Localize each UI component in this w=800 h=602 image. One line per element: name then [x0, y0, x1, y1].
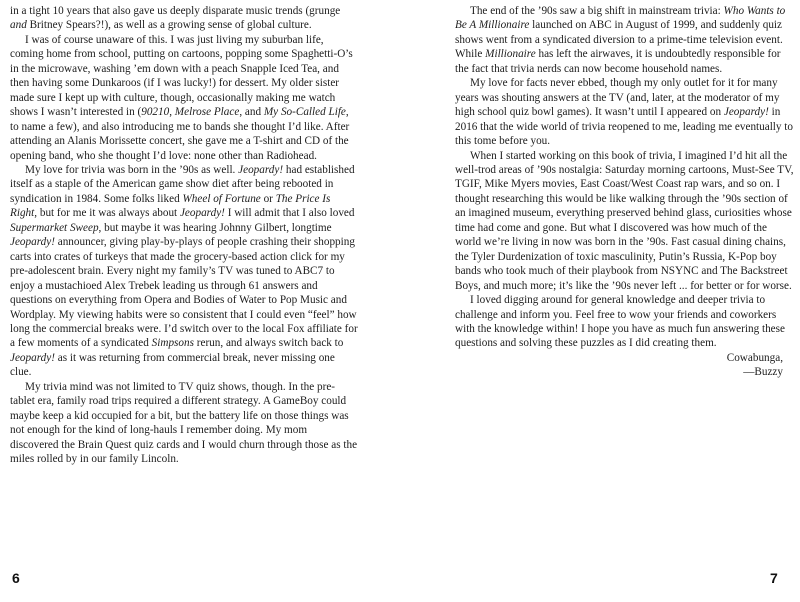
- paragraph: [455, 293, 795, 351]
- text-segment: ,: [169, 106, 175, 119]
- text-segment: in a tight 10 years that also gave us deeply disparate music trends (grunge: [10, 5, 341, 17]
- page-left-text: [10, 4, 358, 568]
- text-segment: Millionaire: [485, 48, 536, 61]
- text-segment: The Price Is Right: [10, 192, 331, 220]
- text-segment: My love for trivia was born in the ’90s as well.: [25, 163, 239, 176]
- text-segment: and: [10, 19, 27, 32]
- page-number-left: 6: [12, 570, 20, 586]
- text-segment: Jeopardy!: [723, 106, 769, 119]
- paragraph: [10, 163, 358, 380]
- text-segment: Britney Spears?!), as well as a growing sense of global culture.: [26, 19, 312, 32]
- text-segment: I loved digging around for general knowledge and deeper trivia to challenge and inform you. Feel free to wow your friends and coworkers with the knowledge within! I hope you have as much fun answering these questions and solving these puzzles as I did creating them.: [455, 294, 785, 350]
- paragraph: [455, 149, 795, 294]
- text-segment: rerun, and always switch back to: [193, 337, 344, 350]
- text-segment: has left the airwaves, it is undoubtedly responsible for the fact that trivia nerds can now become household names.: [455, 48, 781, 75]
- text-segment: Jeopardy!: [10, 236, 55, 249]
- page-number-right: 7: [770, 570, 778, 586]
- text-segment: My So-Called Life: [263, 106, 346, 119]
- page-right: [455, 4, 795, 568]
- text-segment: launched on ABC in August of 1999, and suddenly quiz shows went from a syndicated diversion to a prime-time television event. While: [455, 19, 783, 61]
- text-segment: had established itself as a staple of the American game show diet after being rebooted in syndication in 1984. Some folks liked: [10, 163, 355, 205]
- text-segment: Jeopardy!: [10, 351, 55, 364]
- text-segment: or: [260, 192, 276, 205]
- text-segment: Simpsons: [151, 337, 194, 350]
- text-segment: The end of the ’90s saw a big shift in mainstream trivia:: [470, 5, 724, 17]
- paragraph: [455, 76, 795, 148]
- text-segment: I will admit that I also loved: [224, 207, 355, 220]
- text-segment: Who Wants to Be A Millionaire: [455, 5, 786, 32]
- paragraph: [10, 380, 358, 467]
- signature-line-2: —Buzzy: [743, 366, 783, 379]
- page-right-text: [455, 4, 795, 351]
- text-segment: 90210: [141, 106, 170, 119]
- paragraph: [10, 4, 358, 33]
- text-segment: I was of course unaware of this. I was just living my suburban life, coming home from school, putting on cartoons, popping some Spaghetti-O’s in the microwave, washing ’em down with a peach Snapple Iced Tea, and then having some Dunkaroos (if I was lucky!) for dessert. My older sister made sure I kept up with culture, though, occasionally making me watch shows I wasn’t interested in (: [10, 33, 353, 119]
- text-segment: announcer, giving play-by-plays of people crashing their shopping carts into crates of turkeys that made the grocery-based action click for my pre-adolescent brain. Every night my family’s TV was tuned to ABC7 to enjoy a mustachioed Alex Trebek leading us through 61 answers and questions on everything from Opera and Bodies of Water to Pop Music and Wordplay. My viewing habits were so consistent that I could even “feel” how long the commercial breaks were. I’d switch over to the local Fox affiliate for a few moments of a syndicated: [10, 236, 358, 350]
- text-segment: When I started working on this book of trivia, I imagined I’d hit all the well-trod areas of ’90s nostalgia: Saturday morning cartoons, Must-See TV, TGIF, Mike Myers movies, East Coast/West Coast rap wars, and so on. I thought researching this would be like walking through the ’90s section of an imagined museum, everything preserved behind glass, curiosities whose time had come and gone. But what I discovered was how much of the world we’re living in now was born in the ’90s. Fast casual dining chains, the Tyler Durdenization of toxic masculinity, Putin’s Russia, K-Pop boy bands who took much of their playbook from NSYNC and The Backstreet Boys, and much more; it’s like the ’90s never left ... for better or for worse.: [455, 149, 794, 292]
- text-segment: Jeopardy!: [238, 163, 284, 176]
- text-segment: , but maybe it was hearing Johnny Gilbert, longtime: [98, 221, 332, 234]
- signature-line-1: Cowabunga,: [726, 351, 783, 364]
- text-segment: as it was returning from commercial break, never missing one clue.: [10, 351, 335, 379]
- paragraph: [10, 33, 358, 163]
- signature-block: [455, 351, 795, 380]
- paragraph: [455, 4, 795, 76]
- text-segment: , but for me it was always about: [34, 207, 180, 220]
- text-segment: , and: [239, 106, 264, 119]
- text-segment: Wheel of Fortune: [182, 192, 261, 205]
- text-segment: My trivia mind was not limited to TV quiz shows, though. In the pre-tablet era, family road trips required a different strategy. A GameBoy could maybe keep a kid occupied for a bit, but the battery life on those things was not enough for the kind of long-hauls I remember doing. My mom discovered the Brain Quest quiz cards and I would churn through those as the miles rolled by in our family Lincoln.: [10, 380, 358, 466]
- text-segment: Jeopardy!: [179, 207, 225, 220]
- text-segment: Melrose Place: [174, 106, 240, 119]
- text-segment: in 2016 that the wide world of trivia reopened to me, leading me eventually to this tome before you.: [455, 106, 794, 148]
- text-segment: Supermarket Sweep: [10, 221, 99, 234]
- text-segment: , to name a few), and also introducing me to bands she thought I’d like. After attending an Alanis Morissette concert, she gave me a T-shirt and CD of the opening band, who she thought I’d love: none other than Radiohead.: [10, 106, 350, 162]
- text-segment: My love for facts never ebbed, though my only outlet for it for many years was shouting answers at the TV (and, later, at the moderator of my high school quiz bowl games). It wasn’t until I appeared on: [455, 77, 780, 119]
